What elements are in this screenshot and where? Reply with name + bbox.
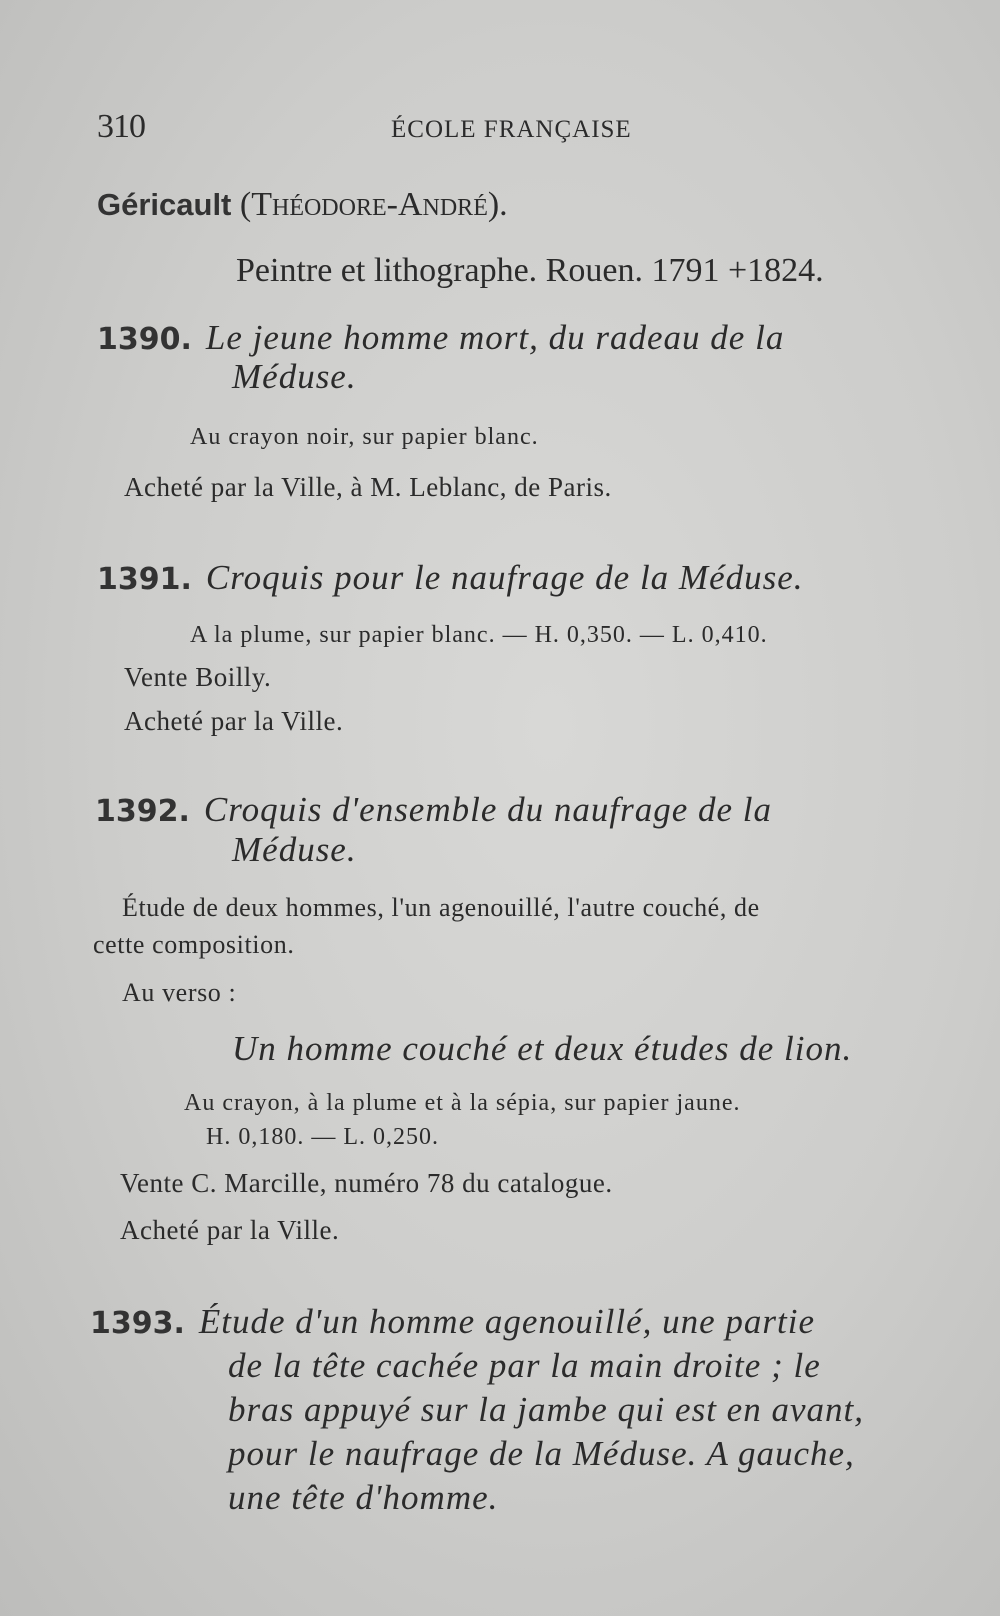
entry-verso-label: Au verso : bbox=[122, 978, 237, 1007]
entry-title-line: Méduse. bbox=[232, 830, 357, 869]
entry-title-line: de la tête cachée par la main droite ; le bbox=[228, 1346, 821, 1385]
entry-title-line: Étude d'un homme agenouillé, une partie bbox=[198, 1302, 815, 1341]
entry-number: 1391. bbox=[97, 562, 192, 597]
entry-dimensions: H. 0,180. — L. 0,250. bbox=[206, 1124, 439, 1150]
entry-title-line: Le jeune homme mort, du radeau de la bbox=[205, 318, 785, 357]
entry-number: 1392. bbox=[95, 794, 190, 829]
entry-1390-heading bbox=[97, 318, 784, 358]
entry-verso-title: Un homme couché et deux études de lion. bbox=[232, 1029, 853, 1068]
page-number: 310 bbox=[97, 108, 145, 145]
artist-open-paren: ( bbox=[239, 186, 252, 223]
entry-medium: Au crayon noir, sur papier blanc. bbox=[190, 424, 539, 450]
artist-surname: Géricault bbox=[97, 187, 232, 222]
entry-description: cette composition. bbox=[93, 930, 295, 959]
entry-title-line: une tête d'homme. bbox=[228, 1478, 499, 1517]
entry-description: Étude de deux hommes, l'un agenouillé, l'autre couché, de bbox=[122, 893, 760, 922]
entry-1391-heading bbox=[97, 558, 804, 598]
entry-1393-heading bbox=[90, 1302, 815, 1342]
entry-provenance: Vente Boilly. bbox=[124, 662, 272, 692]
entry-medium: Au crayon, à la plume et à la sépia, sur papier jaune. bbox=[184, 1090, 741, 1116]
entry-provenance: Vente C. Marcille, numéro 78 du catalogue. bbox=[120, 1168, 613, 1198]
entry-provenance: Acheté par la Ville. bbox=[120, 1215, 340, 1245]
artist-close-paren: ). bbox=[487, 186, 508, 223]
entry-number: 1393. bbox=[90, 1306, 185, 1341]
entry-medium: A la plume, sur papier blanc. — H. 0,350. — L. 0,410. bbox=[190, 622, 768, 648]
entry-title-line: bras appuyé sur la jambe qui est en avant, bbox=[228, 1390, 864, 1429]
artist-bio: Peintre et lithographe. Rouen. 1791 +1824. bbox=[236, 252, 824, 289]
entry-provenance: Acheté par la Ville. bbox=[124, 706, 344, 736]
entry-1392-heading bbox=[95, 790, 772, 830]
running-title: ÉCOLE FRANÇAISE bbox=[391, 116, 632, 143]
artist-heading bbox=[97, 186, 508, 224]
entry-provenance: Acheté par la Ville, à M. Leblanc, de Paris. bbox=[124, 472, 612, 502]
artist-given-names: Théodore-André bbox=[251, 186, 488, 223]
entry-title-line: Méduse. bbox=[232, 357, 357, 396]
entry-number: 1390. bbox=[97, 322, 192, 357]
entry-title-line: Croquis d'ensemble du naufrage de la bbox=[203, 790, 773, 829]
entry-title-line: pour le naufrage de la Méduse. A gauche, bbox=[228, 1434, 855, 1473]
entry-title-line: Croquis pour le naufrage de la Méduse. bbox=[205, 558, 804, 597]
